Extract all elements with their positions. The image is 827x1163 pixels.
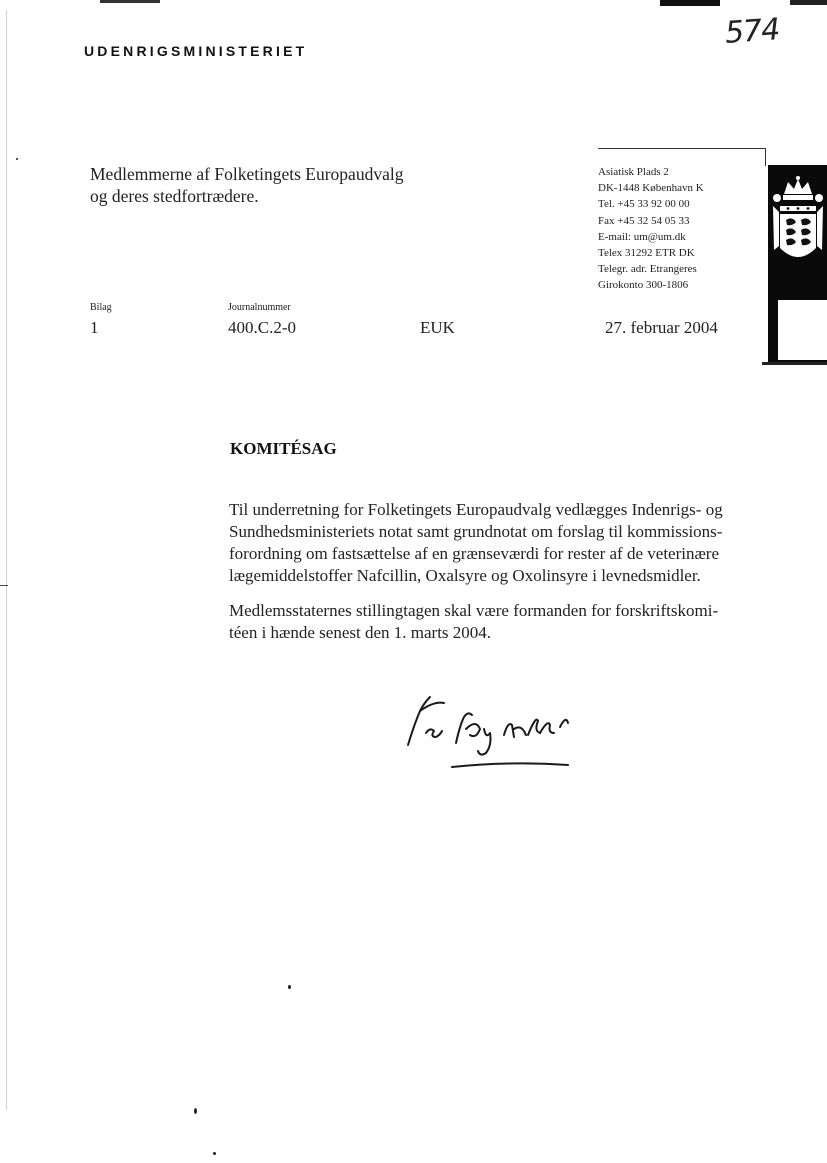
scan-speck	[16, 158, 18, 160]
paragraph-line: Medlemsstaternes stillingtagen skal være formanden for forskriftskomi-	[229, 601, 719, 620]
scan-left-edge	[6, 10, 7, 1110]
letter-date: 27. februar 2004	[605, 318, 718, 337]
recipient-line-1: Medlemmerne af Folketingets Europaudvalg	[90, 164, 404, 184]
scan-speck	[288, 985, 291, 989]
journal-label: Journalnummer	[228, 302, 291, 313]
body-paragraph-2	[229, 600, 749, 644]
handwritten-page-number: 574	[723, 12, 781, 51]
scan-speck	[213, 1152, 216, 1155]
address-telegr: Telegr. adr. Etrangeres	[598, 263, 697, 276]
paragraph-line: lægemiddelstoffer Nafcillin, Oxalsyre og Oxolinsyre i levnedsmidler.	[229, 566, 701, 585]
address-email: E-mail: um@um.dk	[598, 230, 686, 243]
address-rule-vertical	[765, 148, 766, 166]
paragraph-line: Til underretning for Folketingets Europaudvalg vedlægges Indenrigs- og	[229, 500, 723, 519]
address-fax: Fax +45 32 54 05 33	[598, 214, 690, 227]
paragraph-line: Sundhedsministeriets notat samt grundnotat om forslag til kommissions-	[229, 522, 723, 541]
sender-address-block	[598, 164, 704, 294]
scan-artifact-top-left	[100, 0, 160, 3]
office-code: EUK	[420, 318, 455, 337]
recipient-line-2: og deres stedfortrædere.	[90, 186, 259, 206]
address-street: Asiatisk Plads 2	[598, 166, 669, 178]
paragraph-line: forordning om fastsættelse af en grænseværdi for rester af de veterinære	[229, 544, 720, 563]
address-giro: Girokonto 300-1806	[598, 279, 689, 292]
bilag-value: 1	[90, 318, 99, 337]
address-telex: Telex 31292 ETR DK	[598, 247, 695, 260]
journal-number: 400.C.2-0	[228, 318, 296, 337]
crest-band-rule	[762, 362, 827, 365]
scan-artifact-top-corner	[790, 0, 827, 5]
bilag-label: Bilag	[90, 302, 112, 313]
crest-band-gap	[778, 300, 827, 360]
paragraph-line: téen i hænde senest den 1. marts 2004.	[229, 623, 492, 642]
address-tel: Tel. +45 33 92 00 00	[598, 198, 690, 211]
recipient-block	[90, 163, 403, 207]
address-rule	[598, 148, 766, 149]
royal-crest-icon	[772, 176, 824, 276]
ministry-letterhead: UDENRIGSMINISTERIET	[84, 43, 308, 59]
body-paragraph-1	[229, 499, 749, 587]
scan-speck	[194, 1108, 197, 1114]
handwritten-signature	[400, 685, 620, 775]
address-city: DK-1448 København K	[598, 182, 704, 195]
scan-artifact-top-right	[660, 0, 720, 6]
scan-left-mark	[0, 585, 8, 586]
subject-heading: KOMITÉSAG	[230, 439, 337, 458]
